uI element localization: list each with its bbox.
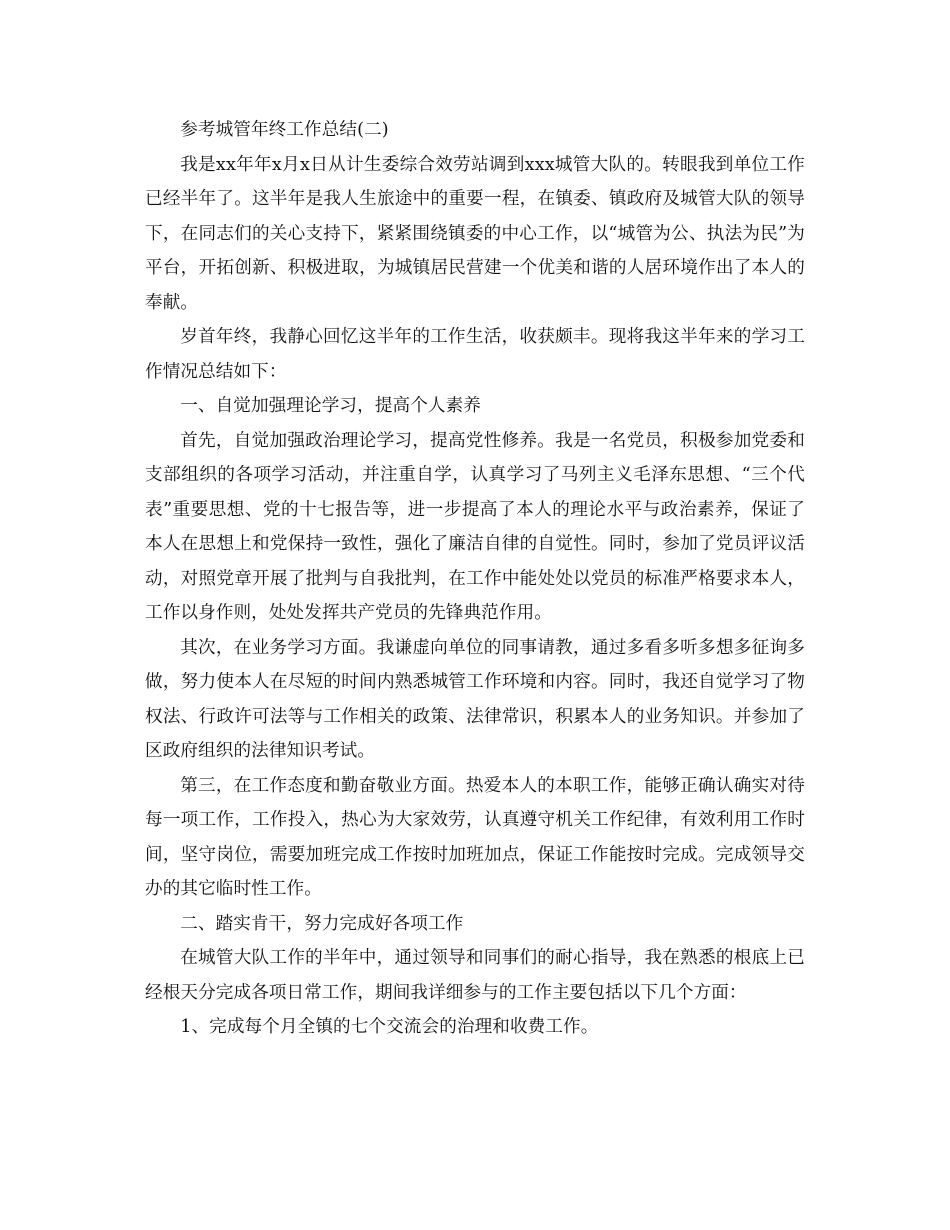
section-heading-2: 二、踏实肯干，努力完成好各项工作	[180, 913, 464, 934]
document-body	[145, 113, 805, 1045]
list-item-1: 1、完成每个月全镇的七个交流会的治理和收费工作。	[180, 1017, 599, 1037]
paragraph-intro: 我是xx年年x月x日从计生委综合效劳站调到xxx城管大队的。转眼我到单位工作已经半年了。这半年是我人生旅途中的重要一程，在镇委、镇政府及城管大队的领导下，在同志们的关心支持下，紧紧围绕镇委的中心工作，以“城管为公、执法为民”为平台，开拓创新、积极进取，为城镇居民营建一个优美和谐的人居环境作出了本人的奉献。	[145, 154, 805, 313]
paragraph-summary-lead: 岁首年终，我静心回忆这半年的工作生活，收获颇丰。现将我这半年来的学习工作情况总结如下：	[145, 327, 805, 382]
paragraph-business-study: 其次，在业务学习方面。我谦虚向单位的同事请教，通过多看多听多想多征询多做，努力使本人在尽短的时间内熟悉城管工作环境和内容。同时，我还自觉学习了物权法、行政许可法等与工作相关的政策、法律常识，积累本人的业务知识。并参加了区政府组织的法律知识考试。	[145, 637, 805, 761]
paragraph-work-overview: 在城管大队工作的半年中，通过领导和同事们的耐心指导，我在熟悉的根底上已经根天分完成各项日常工作，期间我详细参与的工作主要包括以下几个方面：	[145, 948, 805, 1003]
paragraph-political-study: 首先，自觉加强政治理论学习，提高党性修养。我是一名党员，积极参加党委和支部组织的各项学习活动，并注重自学，认真学习了马列主义毛泽东思想、“三个代表”重要思想、党的十七报告等，进一步提高了本人的理论水平与政治素养，保证了本人在思想上和党保持一致性，强化了廉洁自律的自觉性。同时，参加了党员评议活动，对照党章开展了批判与自我批判，在工作中能处处以党员的标准严格要求本人，工作以身作则，处处发挥共产党员的先锋典范作用。	[145, 430, 805, 623]
document-title: 参考城管年终工作总结(二)	[180, 120, 389, 140]
section-heading-1: 一、自觉加强理论学习，提高个人素养	[180, 396, 481, 416]
paragraph-work-attitude: 第三，在工作态度和勤奋敬业方面。热爱本人的本职工作，能够正确认确实对待每一项工作，工作投入，热心为大家效劳，认真遵守机关工作纪律，有效利用工作时间，坚守岗位，需要加班完成工作按时加班加点，保证工作能按时完成。完成领导交办的其它临时性工作。	[145, 775, 805, 899]
